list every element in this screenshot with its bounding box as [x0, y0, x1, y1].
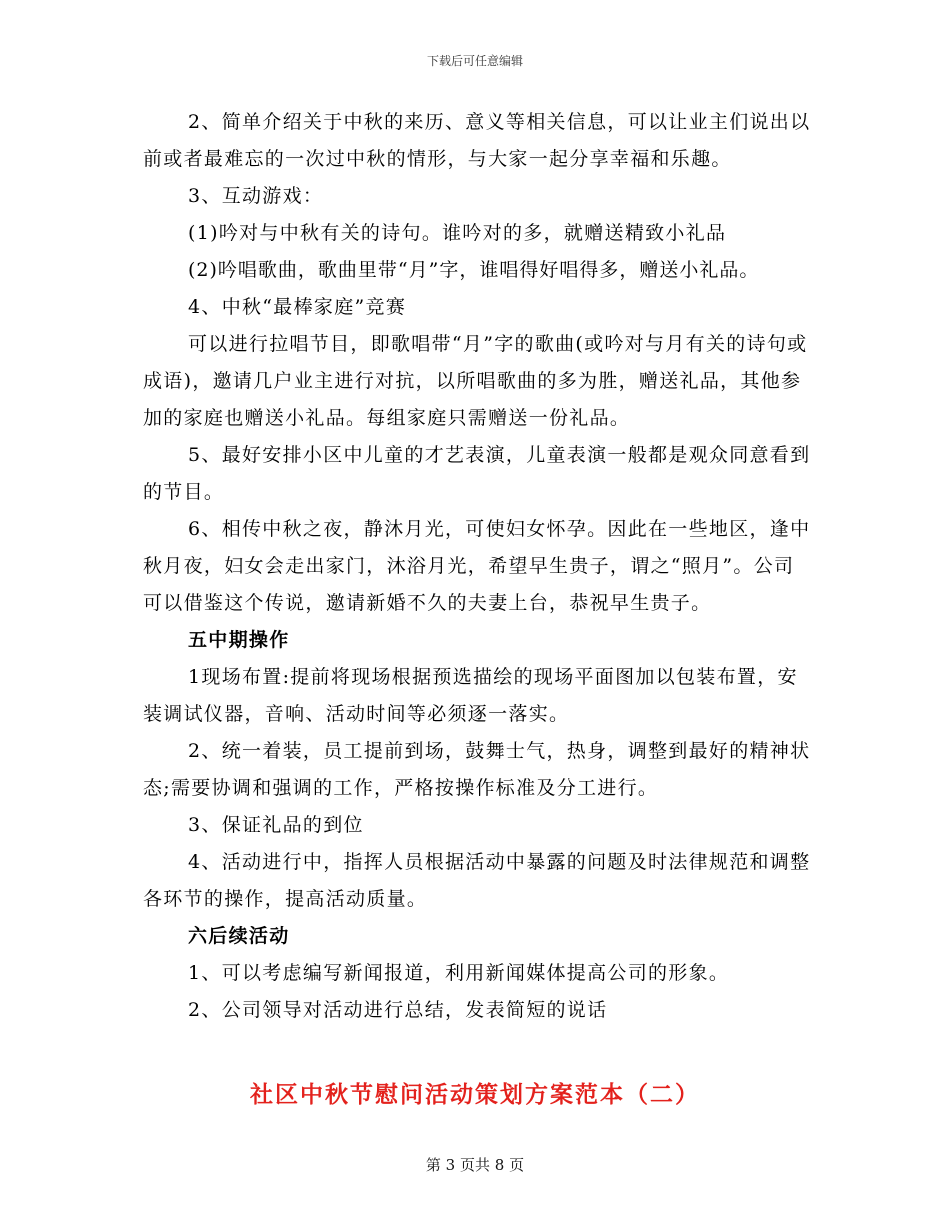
- paragraph: 2、公司领导对活动进行总结，发表简短的说话: [188, 999, 608, 1021]
- paragraph: 3、互动游戏：: [188, 185, 324, 207]
- paragraph: 4、活动进行中，指挥人员根据活动中暴露的问题及时法律规范和调整各环节的操作，提高活动质量。: [143, 851, 811, 910]
- document-body: [143, 104, 813, 1029]
- paragraph: 4、中秋“最棒家庭”竞赛: [188, 296, 407, 318]
- section-heading: 五中期操作: [188, 629, 290, 651]
- document-subtitle: 社区中秋节慰问活动策划方案范本（二）: [250, 1082, 700, 1108]
- page-number: 第 3 页共 8 页: [425, 1156, 525, 1174]
- list-item: (1)吟对与中秋有关的诗句。谁吟对的多，就赠送精致小礼品: [188, 222, 727, 244]
- paragraph: 可以进行拉唱节目，即歌唱带“月”字的歌曲(或吟对与月有关的诗句或成语)，邀请几户业主进行对抗，以所唱歌曲的多为胜，赠送礼品，其他参加的家庭也赠送小礼品。每组家庭只需赠送一份礼品。: [143, 333, 808, 429]
- paragraph: 5、最好安排小区中儿童的才艺表演，儿童表演一般都是观众同意看到的节目。: [143, 444, 811, 503]
- section-heading: 六后续活动: [188, 925, 290, 947]
- paragraph: 6、相传中秋之夜，静沐月光，可使妇女怀孕。因此在一些地区，逢中秋月夜，妇女会走出家门，沐浴月光，希望早生贵子，谓之“照月”。公司可以借鉴这个传说，邀请新婚不久的夫妻上台，恭祝早生贵子。: [143, 518, 811, 614]
- paragraph: 2、统一着装，员工提前到场，鼓舞士气，热身，调整到最好的精神状态;需要协调和强调的工作，严格按操作标准及分工进行。: [143, 740, 811, 799]
- page-header: 下载后可任意编辑: [426, 54, 523, 68]
- paragraph: 1、可以考虑编写新闻报道，利用新闻媒体提高公司的形象。: [188, 962, 730, 984]
- list-item: (2)吟唱歌曲，歌曲里带“月”字，谁唱得好唱得多，赠送小礼品。: [188, 259, 760, 281]
- paragraph: 3、保证礼品的到位: [188, 814, 364, 836]
- paragraph: 2、简单介绍关于中秋的来历、意义等相关信息，可以让业主们说出以前或者最难忘的一次过中秋的情形，与大家一起分享幸福和乐趣。: [143, 111, 811, 170]
- paragraph: 1现场布置:提前将现场根据预选描绘的现场平面图加以包装布置，安装调试仪器，音响、活动时间等必须逐一落实。: [143, 666, 798, 725]
